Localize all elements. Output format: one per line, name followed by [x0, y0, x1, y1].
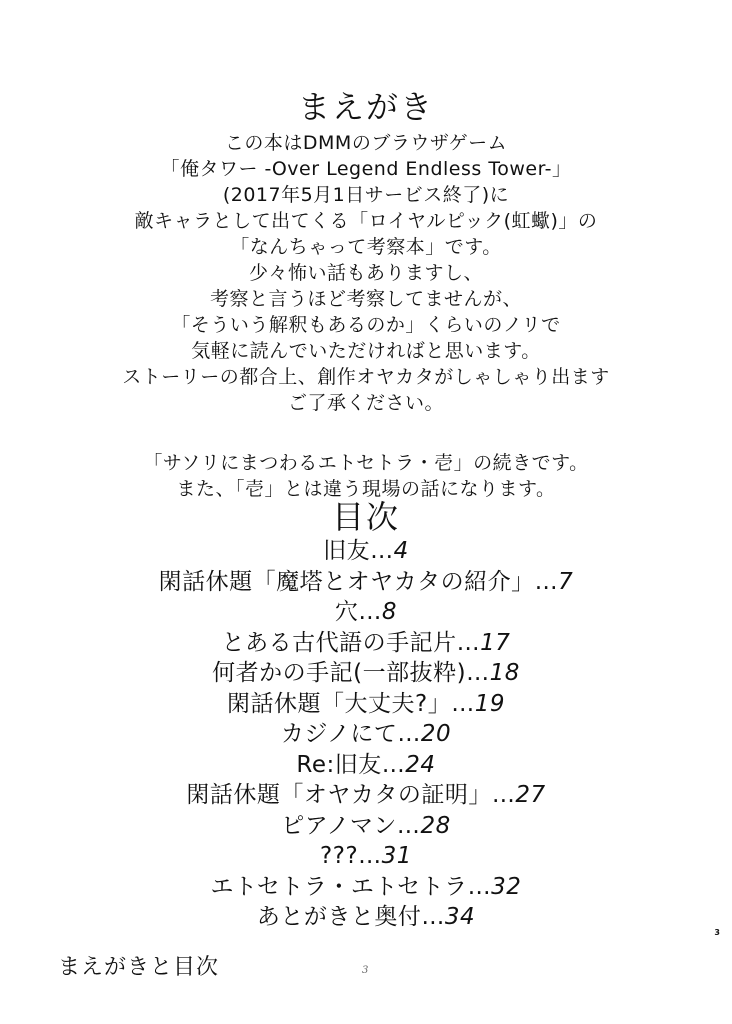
toc-entry: [0, 689, 732, 720]
toc-entry-label: 閑話休題「オヤカタの証明」…: [186, 782, 516, 808]
toc-entry-label: あとがきと奥付…: [256, 904, 445, 930]
toc-entry: [0, 658, 732, 689]
toc-entry-label: カジノにて…: [280, 721, 421, 747]
preface-body: [0, 130, 732, 502]
toc-entry: [0, 750, 732, 781]
toc-entry-label: エトセトラ・エトセトラ…: [210, 873, 492, 900]
preface-line: 「なんちゃって考察本」です。: [230, 236, 502, 258]
preface-line: 考察と言うほど考察してませんが、: [209, 288, 522, 310]
preface-line: ご了承ください。: [287, 392, 444, 414]
toc-entry: [0, 841, 732, 872]
toc-title: 目次: [331, 498, 400, 536]
toc-entry: [0, 872, 732, 903]
table-of-contents: [0, 536, 732, 933]
toc-entry: [0, 902, 732, 933]
toc-entry: [0, 597, 732, 628]
preface-line: この本はDMMのブラウザゲーム: [224, 132, 508, 154]
toc-entry-label: Re:旧友…: [296, 751, 406, 778]
toc-entry-label: 穴…: [334, 599, 382, 625]
preface-line: 敵キャラとして出てくる「ロイヤルピック(虹蠍)」の: [134, 210, 598, 232]
toc-entry-page: 27: [515, 782, 546, 808]
preface-line: 少々怖い話もありますし、: [248, 262, 483, 284]
toc-entry: [0, 780, 732, 811]
footer-section-title: まえがきと目次: [58, 955, 220, 980]
preface-line: 「そういう解釈もあるのか」くらいのノリで: [171, 314, 561, 336]
toc-entry-label: 旧友…: [323, 538, 394, 564]
toc-entry-label: とある古代語の手記片…: [221, 629, 481, 656]
toc-entry-page: 8: [381, 599, 398, 625]
toc-entry-page: 28: [420, 812, 451, 839]
preface-note-line: 「サソリにまつわるエトセトラ・壱」の続きです。: [143, 452, 589, 474]
preface-title: まえがき: [297, 88, 434, 126]
toc-entry-page: 4: [393, 538, 409, 564]
toc-entry-label: 閑話休題「大丈夫?」…: [227, 690, 475, 717]
toc-entry-page: 31: [381, 843, 412, 869]
preface-line: ストーリーの都合上、創作オヤカタがしゃしゃり出ます: [122, 366, 610, 388]
corner-page-number: 3: [714, 928, 720, 937]
preface-spacer: [0, 416, 732, 450]
preface-line: 「俺タワー -Over Legend Endless Tower-」: [160, 158, 572, 180]
toc-entry: [0, 811, 732, 842]
toc-entry-page: 24: [405, 751, 436, 778]
toc-entry: [0, 628, 732, 659]
toc-entry-page: 18: [489, 660, 520, 686]
toc-entry-page: 34: [444, 904, 476, 930]
toc-entry: [0, 536, 732, 567]
toc-entry: [0, 567, 732, 598]
toc-entry-label: 閑話休題「魔塔とオヤカタの紹介」…: [158, 568, 559, 595]
toc-entry-page: 20: [420, 721, 452, 747]
preface-note-line: また、「壱」とは違う現場の話になります。: [176, 478, 556, 500]
toc-entry-label: ???…: [320, 843, 382, 869]
toc-entry: [0, 719, 732, 750]
toc-entry-label: 何者かの手記(一部抜粋)…: [212, 660, 490, 686]
preface-line: 気軽に読んでいただければと思います。: [191, 340, 541, 362]
toc-entry-page: 17: [480, 629, 511, 656]
toc-entry-page: 7: [558, 568, 574, 595]
footer-page-number: 3: [362, 965, 369, 976]
toc-entry-page: 32: [491, 873, 522, 900]
toc-entry-page: 19: [474, 690, 505, 717]
toc-entry-label: ピアノマン…: [281, 812, 421, 839]
preface-line: (2017年5月1日サービス終了)に: [222, 184, 510, 206]
